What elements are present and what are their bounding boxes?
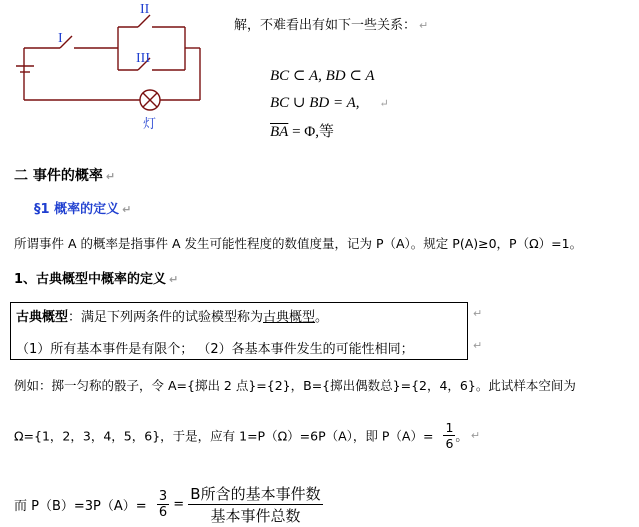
section-subtitle: §1 概率的定义 ↵	[34, 202, 132, 217]
relation-1: BC ⊂ A, BD ⊂ A	[270, 68, 375, 84]
switch-1-label: I	[58, 31, 63, 46]
fraction-three-sixths: $\frac{3}{6}$	[158, 489, 168, 520]
box-line-2: （1）所有基本事件是有限个； （2）各基本事件发生的可能性相同；	[16, 342, 414, 357]
relation-3: $\overline{BA} = \Phi$,等	[270, 124, 335, 140]
example-line-3: 而 P（B）=3P（A）= $\frac{3}{6}$ = $\frac{\text{B所含的基本事件数}}{\text{基本事件总数}}$	[14, 485, 321, 525]
box-line-1-mark: ↵	[473, 307, 483, 320]
box-line-1: 古典概型：满足下列两条件的试验模型称为古典概型。	[16, 310, 329, 325]
switch-3-label: III	[136, 51, 150, 66]
fraction-event-count: $\frac{\text{B所含的基本事件数}}{\text{基本事件总数}}$	[190, 485, 321, 525]
relation-3-var: $\overline{BA}$	[270, 124, 289, 140]
fraction-one-sixth: $\frac{1}{6}$	[445, 420, 454, 451]
intro-text: 解，不难看出有如下一些关系： ↵	[234, 18, 429, 33]
box-term: 古典概型	[16, 310, 69, 325]
box-line-2-mark: ↵	[473, 339, 483, 352]
relation-2: BC ∪ BD = A, ↵	[270, 95, 389, 111]
definition-text: 所谓事件 A 的概率是指事件 A 发生可能性程度的数值度量，记为 P（A）。规定 P(A)≥0，P（Ω）=1。	[14, 236, 583, 251]
circuit-diagram	[10, 0, 210, 140]
subsection-title: 1、古典概型中概率的定义 ↵	[14, 272, 179, 287]
example-line-2: Ω={1，2，3，4，5，6}，于是，应有 1=P（Ω）=6P（A），即 P（A）= $\frac{1}{6}$ 。 ↵	[14, 420, 481, 451]
switch-2-label: II	[140, 2, 150, 17]
section-title: 二 事件的概率 ↵	[14, 168, 116, 184]
example-line-1: 例如：掷一匀称的骰子，令 A={掷出 2 点}={2}，B={掷出偶数总}={2，4，6}。此试样本空间为	[14, 378, 576, 393]
box-term-underlined: 古典概型	[263, 310, 316, 325]
lamp-label: 灯	[143, 117, 157, 132]
